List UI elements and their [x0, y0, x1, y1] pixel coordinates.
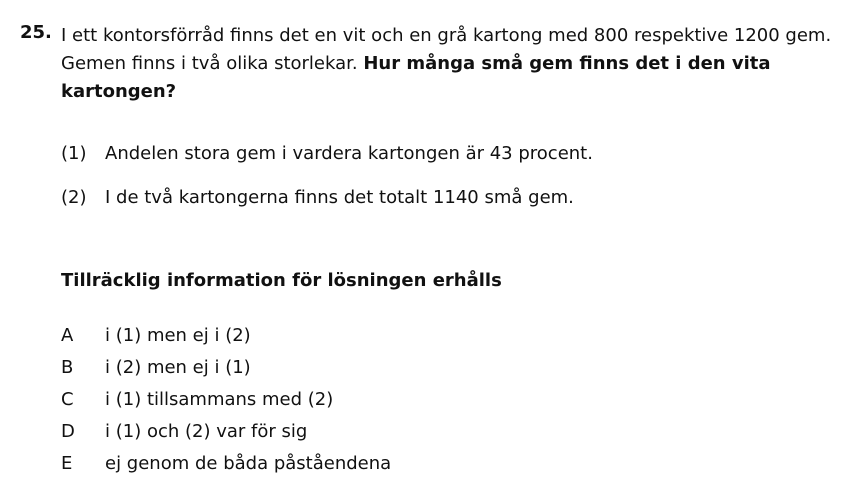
- question-text: [61, 22, 841, 106]
- answer-option-b[interactable]: [61, 356, 251, 380]
- option-d-text: i (1) och (2) var för sig: [105, 421, 308, 442]
- option-d-letter: D: [61, 421, 75, 442]
- answer-option-d[interactable]: [61, 420, 307, 444]
- statement-2-number: (2): [61, 187, 87, 208]
- statement-2: [61, 186, 574, 210]
- answer-option-e[interactable]: [61, 452, 391, 476]
- question-text-plain: I ett kontorsförråd finns det en vit och en grå kartong med 800 respektive 1200 gem. Gemen finns i två olika storlekar.: [61, 25, 832, 74]
- statement-2-text: I de två kartongerna finns det totalt 1140 små gem.: [105, 187, 574, 208]
- statement-1-number: (1): [61, 143, 87, 164]
- statement-1-text: Andelen stora gem i vardera kartongen är 43 procent.: [105, 143, 593, 164]
- sufficiency-prompt: Tillräcklig information för lösningen erhålls: [61, 270, 502, 291]
- option-a-text: i (1) men ej i (2): [105, 325, 251, 346]
- question-text-bold: Hur många små gem finns det i den vita kartongen?: [61, 53, 771, 102]
- answer-option-c[interactable]: [61, 388, 333, 412]
- option-c-text: i (1) tillsammans med (2): [105, 389, 334, 410]
- statement-1: [61, 142, 593, 166]
- option-a-letter: A: [61, 325, 74, 346]
- answer-option-a[interactable]: [61, 324, 251, 348]
- option-b-letter: B: [61, 357, 74, 378]
- option-c-letter: C: [61, 389, 74, 410]
- question-number: 25.: [20, 22, 52, 43]
- option-b-text: i (2) men ej i (1): [105, 357, 251, 378]
- option-e-letter: E: [61, 453, 73, 474]
- option-e-text: ej genom de båda påståendena: [105, 453, 392, 474]
